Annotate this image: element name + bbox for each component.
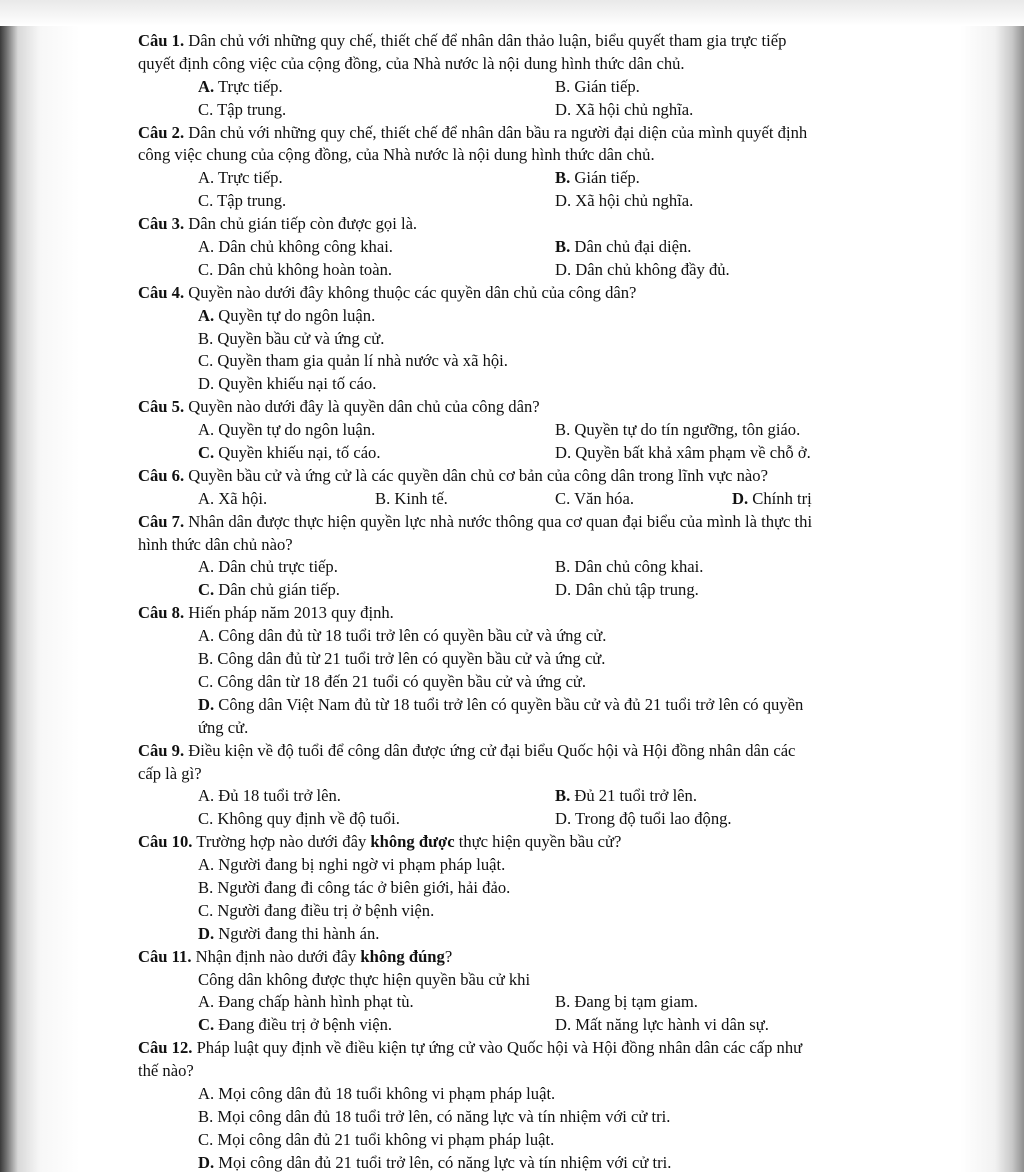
option-c: C. Quyền khiếu nại, tố cáo.	[198, 443, 381, 463]
question-1-line-1	[138, 30, 958, 53]
question-text: Điều kiện về độ tuổi để công dân được ứng cử đại biểu Quốc hội và Hội đồng nhân dân các	[188, 740, 796, 760]
options-row	[138, 1014, 958, 1037]
option-d: D. Quyền khiếu nại tố cáo.	[198, 374, 377, 394]
option-a: A. Xã hội.	[198, 488, 268, 508]
option-c: C. Đang điều trị ở bệnh viện.	[198, 1015, 393, 1035]
question-11-sub: Công dân không được thực hiện quyền bầu cử khi	[198, 969, 531, 989]
question-3-line-1	[138, 213, 958, 236]
question-text: Dân chủ với những quy chế, thiết chế để nhân dân thảo luận, biểu quyết tham gia trực tiếp	[188, 31, 787, 50]
question-2-line-1	[138, 122, 958, 145]
options-row	[138, 442, 958, 465]
option-d: D. Người đang thi hành án.	[198, 923, 380, 943]
question-number: Câu 2.	[138, 122, 185, 142]
option-b: B. Đang bị tạm giam.	[555, 992, 698, 1012]
options-row	[138, 808, 958, 831]
option-d: D. Mất năng lực hành vi dân sự.	[555, 1015, 769, 1035]
option-b: B. Người đang đi công tác ở biên giới, hải đảo.	[198, 877, 511, 897]
option-a: A. Mọi công dân đủ 18 tuổi không vi phạm pháp luật.	[198, 1083, 556, 1103]
option-b: B. Gián tiếp.	[555, 168, 640, 188]
question-12-line-2	[138, 1060, 958, 1083]
question-number: Câu 7.	[138, 511, 185, 531]
option-c: C. Dân chủ không hoàn toàn.	[198, 259, 393, 279]
options-row	[138, 76, 958, 99]
option-a: A. Quyền tự do ngôn luận.	[198, 420, 376, 440]
question-2-line-2	[138, 144, 958, 167]
option-b: B. Mọi công dân đủ 18 tuổi trở lên, có năng lực và tín nhiệm với cử tri.	[198, 1106, 671, 1126]
question-text: Hiến pháp năm 2013 quy định.	[188, 603, 394, 623]
option-a: A. Người đang bị nghi ngờ vi phạm pháp luật.	[198, 855, 506, 875]
question-text: Nhận định nào dưới đây	[195, 946, 361, 966]
option-c: C. Văn hóa.	[555, 488, 634, 508]
question-text: Trường hợp nào dưới đây	[196, 832, 371, 852]
question-5-line-1	[138, 396, 958, 419]
option-a: A. Dân chủ trực tiếp.	[198, 557, 338, 577]
option-b: B. Quyền bầu cử và ứng cử.	[198, 328, 385, 348]
option-c: C. Không quy định về độ tuổi.	[198, 809, 400, 829]
option-a: A. Trực tiếp.	[198, 168, 283, 188]
options-row	[138, 190, 958, 213]
question-10-line-1	[138, 831, 958, 854]
question-11-line-1	[138, 946, 958, 969]
options-row	[138, 556, 958, 579]
option-c: C. Dân chủ gián tiếp.	[198, 580, 340, 600]
option-a: A. Quyền tự do ngôn luận.	[198, 305, 376, 325]
option-d: D. Dân chủ tập trung.	[555, 580, 699, 600]
option-c: C. Quyền tham gia quản lí nhà nước và xã hội.	[198, 351, 508, 371]
question-9-line-2	[138, 763, 958, 786]
question-text: Dân chủ với những quy chế, thiết chế để nhân dân bầu ra người đại diện của mình quyết định	[188, 122, 808, 142]
question-number: Câu 4.	[138, 282, 185, 302]
question-number: Câu 8.	[138, 603, 185, 623]
question-4-line-1	[138, 282, 958, 305]
question-12-line-1	[138, 1037, 958, 1060]
option-b: B. Gián tiếp.	[555, 76, 640, 96]
option-a: A. Dân chủ không công khai.	[198, 237, 393, 257]
option-b: B. Quyền tự do tín ngưỡng, tôn giáo.	[555, 420, 801, 440]
option-a: A. Công dân đủ từ 18 tuổi trở lên có quyền bầu cử và ứng cử.	[198, 626, 607, 646]
question-text: hình thức dân chủ nào?	[138, 534, 293, 554]
option-d: D. Mọi công dân đủ 21 tuổi trở lên, có năng lực và tín nhiệm với cử tri.	[198, 1152, 672, 1172]
question-text: Nhân dân được thực hiện quyền lực nhà nước thông qua cơ quan đại biểu của mình là thực thi	[188, 511, 813, 531]
question-number: Câu 1.	[138, 31, 185, 50]
question-number: Câu 9.	[138, 740, 185, 760]
option-b: B. Kinh tế.	[375, 488, 448, 508]
question-number: Câu 5.	[138, 397, 185, 417]
option-d: D. Xã hội chủ nghĩa.	[555, 191, 694, 211]
question-text: thế nào?	[138, 1061, 194, 1081]
option-d-continuation: ứng cử.	[198, 717, 249, 737]
option-d: D. Xã hội chủ nghĩa.	[555, 99, 694, 119]
question-text: Dân chủ gián tiếp còn được gọi là.	[188, 214, 418, 234]
options-row	[138, 259, 958, 282]
question-7-line-1	[138, 511, 958, 534]
question-9-line-1	[138, 740, 958, 763]
question-text: Pháp luật quy định về điều kiện tự ứng cử vào Quốc hội và Hội đồng nhân dân các cấp như	[196, 1038, 803, 1058]
question-8-line-1	[138, 602, 958, 625]
option-c: C. Công dân từ 18 đến 21 tuổi có quyền bầu cử và ứng cử.	[198, 671, 587, 691]
option-a: A. Đang chấp hành hình phạt tù.	[198, 992, 414, 1012]
question-text: quyết định công việc của cộng đồng, của Nhà nước là nội dung hình thức dân chủ.	[138, 53, 685, 73]
question-text: công việc chung của cộng đồng, của Nhà nước là nội dung hình thức dân chủ.	[138, 145, 655, 165]
option-c: C. Người đang điều trị ở bệnh viện.	[198, 900, 435, 920]
options-row	[138, 579, 958, 602]
question-6-line-1	[138, 465, 958, 488]
exam-content	[138, 30, 958, 1175]
option-c: C. Tập trung.	[198, 191, 287, 211]
options-row	[138, 419, 958, 442]
scan-top-edge	[0, 0, 1024, 26]
option-d: D. Trong độ tuổi lao động.	[555, 809, 732, 829]
options-row	[138, 167, 958, 190]
question-7-line-2	[138, 534, 958, 557]
question-text: Quyền nào dưới đây không thuộc các quyền dân chủ của công dân?	[188, 282, 637, 302]
option-a: A. Đủ 18 tuổi trở lên.	[198, 786, 341, 806]
question-number: Câu 10.	[138, 832, 193, 852]
question-emphasis: không được	[370, 832, 455, 852]
question-emphasis: không đúng	[360, 946, 445, 966]
question-number: Câu 11.	[138, 946, 192, 966]
options-row	[138, 488, 958, 511]
option-a: A. Trực tiếp.	[198, 76, 283, 96]
question-text: Quyền nào dưới đây là quyền dân chủ của công dân?	[188, 397, 540, 417]
option-b: B. Công dân đủ từ 21 tuổi trở lên có quyền bầu cử và ứng cử.	[198, 649, 606, 669]
option-d: D. Công dân Việt Nam đủ từ 18 tuổi trở lên có quyền bầu cử và đủ 21 tuổi trở lên có quyền	[198, 694, 804, 714]
question-number: Câu 3.	[138, 214, 185, 234]
question-text: thực hiện quyền bầu cử?	[454, 832, 622, 852]
question-1-line-2	[138, 53, 958, 76]
options-row	[138, 236, 958, 259]
question-number: Câu 12.	[138, 1038, 193, 1058]
option-d: D. Dân chủ không đầy đủ.	[555, 259, 730, 279]
option-d: D. Chính trị	[732, 488, 812, 508]
option-c: C. Tập trung.	[198, 99, 287, 119]
question-number: Câu 6.	[138, 465, 185, 485]
options-row	[138, 785, 958, 808]
options-row	[138, 991, 958, 1014]
question-text: Quyền bầu cử và ứng cử là các quyền dân chủ cơ bản của công dân trong lĩnh vực nào?	[188, 465, 768, 485]
option-b: B. Dân chủ công khai.	[555, 557, 704, 577]
question-text: cấp là gì?	[138, 763, 202, 783]
option-d: D. Quyền bất khả xâm phạm về chỗ ở.	[555, 443, 811, 463]
option-b: B. Đủ 21 tuổi trở lên.	[555, 786, 697, 806]
question-text: ?	[444, 946, 453, 966]
options-row	[138, 99, 958, 122]
option-c: C. Mọi công dân đủ 21 tuổi không vi phạm pháp luật.	[198, 1129, 555, 1149]
option-b: B. Dân chủ đại diện.	[555, 237, 692, 257]
